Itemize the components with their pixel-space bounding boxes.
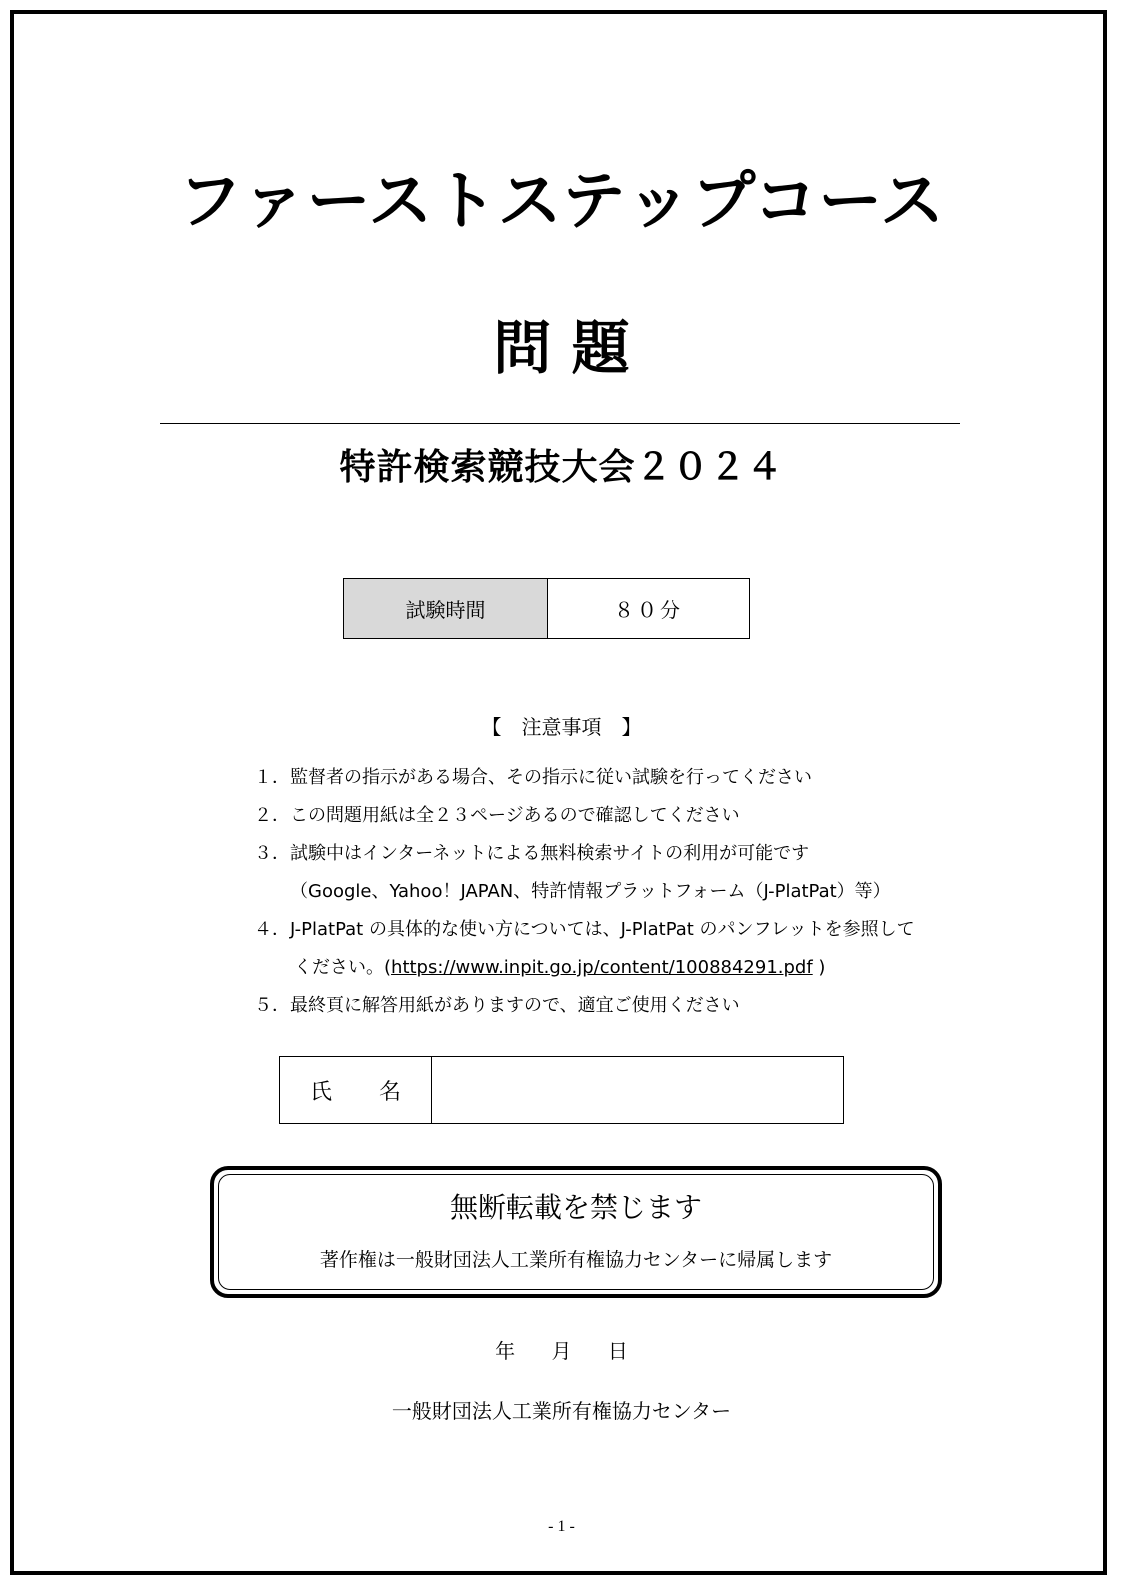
- exam-time-label: 試験時間: [344, 579, 548, 638]
- horizontal-rule: [160, 423, 960, 424]
- copyright-text: 著作権は一般財団法人工業所有権協力センターに帰属します: [319, 1249, 833, 1271]
- exam-time-value: ８０分: [614, 598, 683, 622]
- notice-item-4-continued: [254, 953, 974, 991]
- exam-time-table: [343, 578, 750, 639]
- organization-name: 一般財団法人工業所有権協力センター: [391, 1399, 732, 1423]
- notice-item-2: ２．この問題用紙は全２３ページあるので確認してください: [254, 805, 740, 826]
- date-line: 年 月 日: [495, 1339, 628, 1363]
- notice-item-4: ４．J-PlatPat の具体的な使い方については、J-PlatPat のパンフレットを参照して: [254, 919, 915, 940]
- notice-item-4-suffix: ): [812, 957, 826, 978]
- page-number: - 1 -: [548, 1518, 575, 1535]
- notice-item-3: ３．試験中はインターネットによる無料検索サイトの利用が可能です: [254, 843, 810, 864]
- notice-item-4-prefix: ください。(: [294, 957, 392, 978]
- notice-heading: 【 注意事項 】: [481, 715, 642, 739]
- name-table: [279, 1056, 844, 1124]
- notice-item-3-detail: （Google、Yahoo！JAPAN、特許情報プラットフォーム（J-PlatPat）等）: [290, 881, 891, 902]
- notice-item-5: ５．最終頁に解答用紙がありますので、適宜ご使用ください: [254, 995, 740, 1016]
- name-field[interactable]: [432, 1057, 843, 1123]
- notice-list: [254, 763, 974, 1029]
- notice-item-1: １．監督者の指示がある場合、その指示に従い試験を行ってください: [254, 767, 812, 788]
- copyright-title: 無断転載を禁じます: [449, 1191, 702, 1224]
- course-title: ファーストステップコース: [177, 165, 946, 239]
- copyright-box: [210, 1166, 942, 1298]
- pamphlet-link[interactable]: https://www.inpit.go.jp/content/100884291.pdf: [391, 957, 813, 978]
- name-label: 氏 名: [280, 1057, 432, 1123]
- event-title: 特許検索競技大会２０２４: [339, 447, 784, 488]
- document-subtitle: 問 題: [493, 314, 630, 382]
